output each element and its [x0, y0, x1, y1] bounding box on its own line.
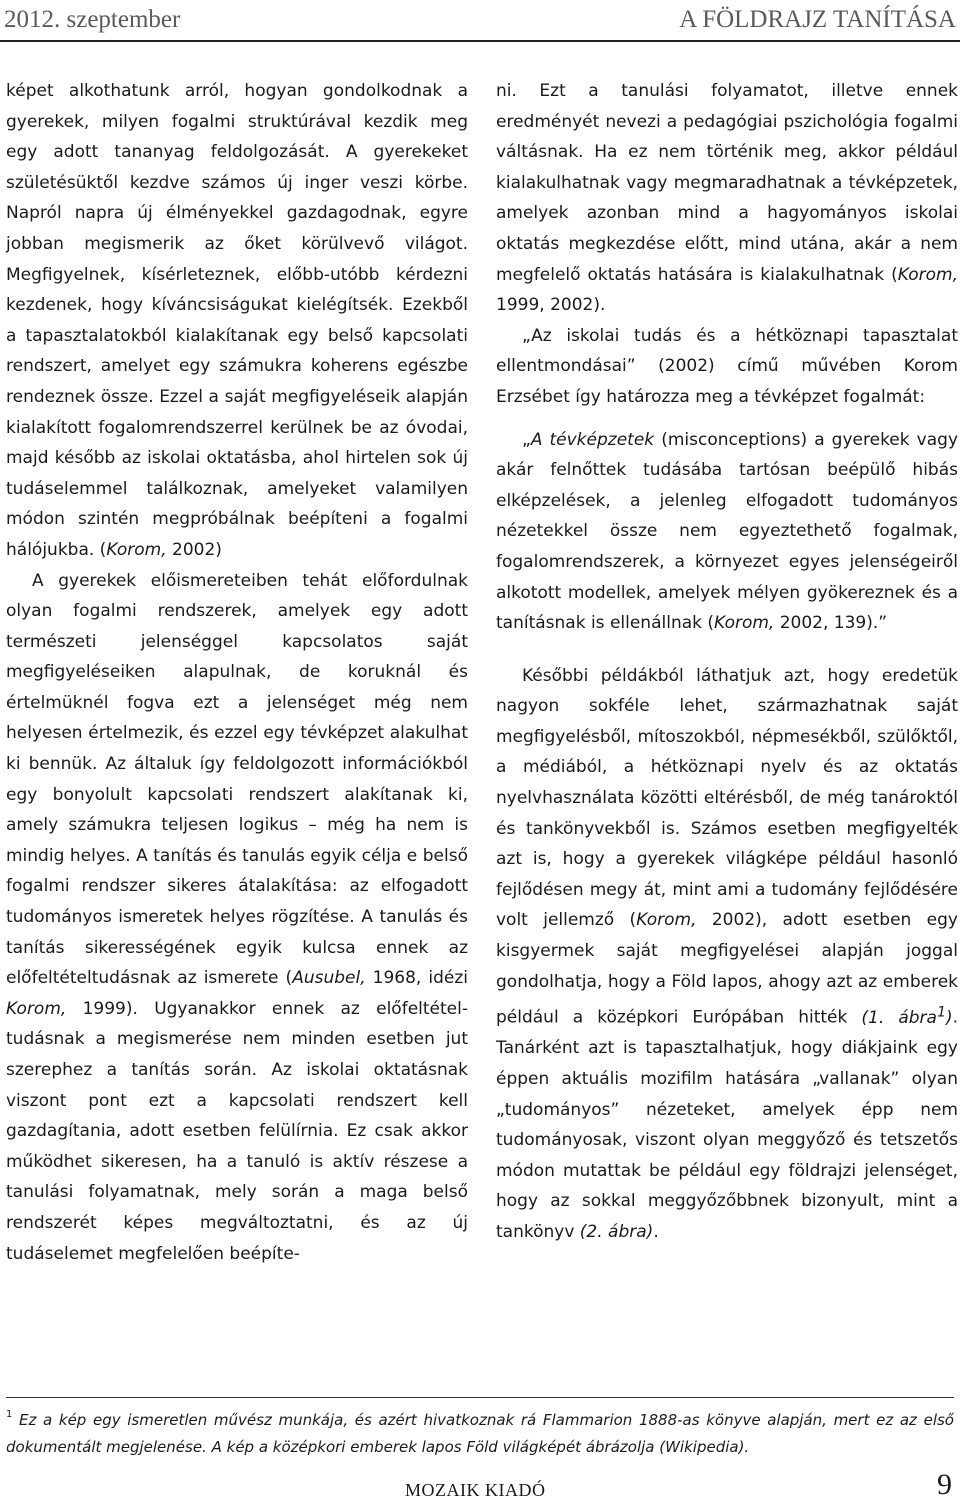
page-number: 9	[937, 1468, 952, 1501]
footnote-number: 1	[6, 1409, 13, 1420]
citation: Korom,	[106, 539, 167, 560]
publisher-name: MOZAIK KIADÓ	[405, 1480, 546, 1500]
definition-quote: „A tévképzetek (misconceptions) a gyerekek vagy akár felnőttek tudásába tartósan beépülő hibás elképzelések, a jelenleg elfogadott tudományos nézetekkel össze nem egyeztethető fogalmak, fogalomrendszerek, a környezet egyes jelenségeiről alkotott modellek, amelyek mélyen gyökereznek és a tanításnak is ellenállnak (Korom, 2002, 139).”	[496, 429, 958, 634]
paragraph: Későbbi példákból láthatjuk azt, hogy eredetük nagyon sokféle lehet, származhatnak saját megfigyelésből, mítoszokból, népmesékből, szülőktől, a médiából, a hétköznapi nyelv és az oktatás nyelvhasználata közötti eltérésből, de még tanároktól és tankönyvekből is. Számos esetben megfigyelték azt is, hogy a gyerekek világképe például hasonló fejlődésen megy át, mint ami a tudomány fejlődésére volt jellemző (Korom, 2002), adott esetben egy kisgyermek saját megfigyelései alapján joggal gondolhatja, hogy a Föld lapos, ahogy azt az emberek például a középkori Európában hitték (1. ábra$^1$). Tanárként azt is tapasztalhatjuk, hogy diákjaink egy éppen aktuális mozifilm hatására „vallanak” olyan „tudományos” nézeteket, amelyek épp nem tudományosak, viszont olyan meggyőző és tetszetős módon mutattak be például egy földrajzi jelenséget, hogy az sokkal meggyőzőbbnek bizonyult, mint a tankönyv (2. ábra).	[496, 665, 958, 1243]
citation: Korom,	[897, 264, 958, 285]
paragraph: „Az iskolai tudás és a hétköznapi tapasztalat ellentmondásai” (2002) című művében Korom Erzsébet így határozza meg a tévképzet fogalmát:	[496, 325, 958, 407]
figure-ref[interactable]: (1. ábra$^1$)	[861, 1004, 953, 1028]
right-column	[496, 76, 958, 1248]
citation: Ausubel,	[292, 968, 366, 989]
paragraph: A gyerekek előismereteiben tehát előfordulnak olyan fogalmi rendszerek, amelyek egy adott természeti jelenséggel kapcsolatos saját megfigyeléseiken alapulnak, de koruknál és értelmüknél fogva ezt a jelenséget még nem helyesen értelmezik, és ezzel egy tévképzet alakulhat ki bennük. Az általuk így feldolgozott információkból egy bonyolult kapcsolati rendszert alakítanak ki, amely számukra teljesen logikus – még ha nem is mindig helyes. A tanítás és tanulás egyik célja e belső fogalmi rendszer sikeres átalakítása: az elfogadott tudományos ismeretek helyes rögzítése. A tanulás és tanítás sikerességének egyik kulcsa ennek az előfeltételtudásnak az ismerete (Ausubel, 1968, idézi Korom, 1999). Ugyanakkor ennek az előfeltétel-tudásnak a megismerése nem minden esetben jut szerephez a tanítás során. Az iskolai oktatásnak viszont pont ezt a kapcsolati rendszert kell gazdagítania, adott esetben felülírnia. Ez csak akkor működhet sikeresen, ha a tanuló is aktív részese a tanulási folyamatnak, mely során a maga belső rendszerét képes megváltoztatni, és az új tudáselemet megfelelően beépíte-	[6, 570, 468, 1264]
journal-title: A FÖLDRAJZ TANÍTÁSA	[679, 6, 956, 33]
defined-term: A tévképzetek	[530, 429, 655, 450]
footnote-text: Ez a kép egy ismeretlen művész munkája, és azért hivatkoznak rá Flammarion 1888-as könyve alapján, mert ez az első dokumentált megjelenése. A kép a középkori emberek lapos Föld világképét ábrázolja (Wikipedia).	[6, 1411, 954, 1456]
footnote	[6, 1403, 954, 1461]
issue-date: 2012. szeptember	[4, 6, 181, 33]
header-rule	[0, 40, 960, 42]
footnote-marker[interactable]: 1	[936, 1004, 946, 1021]
paragraph: képet alkothatunk arról, hogyan gondolkodnak a gyerekek, milyen fogalmi struktúrával kezdik meg egy adott tananyag feldolgozását. A gyerekeket születésüktől kezdve számos új inger veszi körbe. Napról napra új élményekkel gazdagodnak, egyre jobban megismerik az őket körülvevő világot. Megfigyelnek, kísérleteznek, előbb-utóbb kérdezni kezdenek, hogy kíváncsiságukat kielégítsék. Ezekből a tapasztalatokból kialakítanak egy belső kapcsolati rendszert, amelyet egy számukra koherens egészbe rendeznek össze. Ezzel a saját megfigyeléseik alapján kialakított fogalomrendszerrel kerülnek be az óvodai, majd később az iskolai oktatásba, ahol hirtelen sok új tudáselemmel találkoznak, amelyeket valamilyen módon szintén megpróbálnak beépíteni a fogalmi hálójukba. (Korom, 2002)	[6, 81, 468, 560]
citation: Korom,	[636, 910, 697, 931]
page-header	[0, 0, 960, 40]
figure-ref[interactable]: (2. ábra)	[579, 1222, 654, 1243]
left-column	[6, 76, 468, 1269]
citation: Korom,	[6, 998, 67, 1019]
citation: Korom,	[714, 613, 775, 634]
footnote-rule	[6, 1397, 954, 1398]
paragraph: ni. Ezt a tanulási folyamatot, illetve ennek eredményét nevezi a pedagógiai pszichológia fogalmi váltásnak. Ha ez nem történik meg, akkor például kialakulhatnak vagy megmaradhatnak a tévképzetek, amelyek azonban mind a hagyományos iskolai oktatás megkezdése előtt, mind utána, akár a nem megfelelő oktatás hatására is kialakulhatnak (Korom, 1999, 2002).	[496, 81, 958, 316]
